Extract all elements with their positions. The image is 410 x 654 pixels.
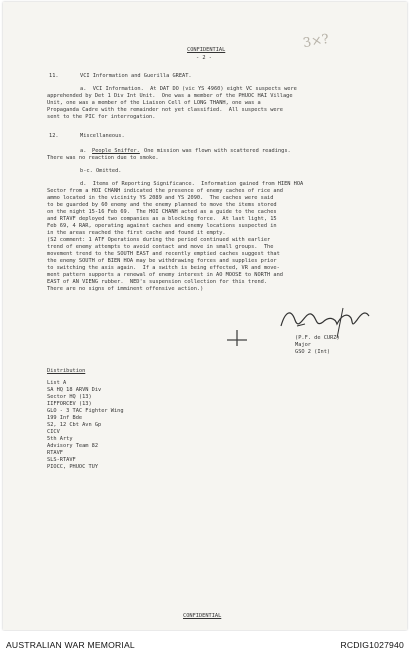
item-d-line: ammo located in the vicinity YS 2089 and YS 2090. The caches were said: [47, 195, 274, 201]
item-bc: b-c. Omitted.: [80, 168, 122, 174]
item-d-line: in the areas reached the first cache and found it empty.: [47, 230, 226, 236]
distribution-item: IIFFORCEV (13): [47, 401, 92, 407]
item-d-line: to switching the axis again. If a switch is being effected, VR and move-: [47, 265, 280, 271]
section-11-line: a. VCI Information. At DAT DO (vic YS 4960) eight VC suspects were: [80, 86, 297, 92]
section-12-title: Miscellaneous.: [80, 133, 125, 139]
section-11-line: Unit, one was a member of the Liaison Cell of LONG THANH, one was a: [47, 100, 261, 106]
item-d-line: on the night 15-16 Feb 69. The HOI CHANH acted as a guide to the caches: [47, 209, 277, 215]
section-11-line: apprehended by Det 1 Div Int Unit. One was a member of the PHUOC HAI Village: [47, 93, 293, 99]
classification-footer: CONFIDENTIAL: [183, 613, 222, 619]
item-d-line: There are no signs of imminent offensive action.): [47, 286, 204, 292]
item-d-line: the enemy SOUTH of BIEN HOA may be withdrawing forces and supplies prior: [47, 258, 277, 264]
item-d-line: and RTAVF deployed two companies as a blocking force. At last light, 15: [47, 216, 277, 222]
section-11-line: Propaganda Cadre with the remainder not yet classified. All suspects were: [47, 107, 283, 113]
section-12-number: 12.: [49, 133, 59, 139]
document-page: [3, 2, 407, 630]
item-d-line: (S2 comment: 1 ATF Operations during the period continued with earlier: [47, 237, 271, 243]
item-d-line: trend of enemy attempts to avoid contact and move in small groups. The: [47, 244, 274, 250]
item-d-line: EAST of AN VIENG rubber. NED's suspension collection for this trend.: [47, 279, 268, 285]
distribution-item: SLS-RTAVF: [47, 457, 76, 463]
page-number: - 2 -: [196, 55, 212, 61]
distribution-list-label: List A: [47, 380, 67, 386]
item-d-line: d. Items of Reporting Significance. Information gained from HIEN HOA: [80, 181, 304, 187]
distribution-item: CICV: [47, 429, 60, 435]
distribution-item: Advisory Team 82: [47, 443, 99, 449]
distribution-heading: Distribution: [47, 368, 86, 374]
archive-record-id: RCDIG1027940: [340, 640, 404, 650]
archive-name: AUSTRALIAN WAR MEMORIAL: [6, 640, 135, 650]
item-a-line: One mission was flown with scattered readings.: [144, 148, 291, 154]
signatory-rank: Major: [295, 342, 311, 348]
distribution-item: 5th Arty: [47, 436, 73, 442]
item-d-line: Feb 69, 4 RAR, operating against caches and enemy locations suspected in: [47, 223, 277, 229]
pencil-margin-note: 3×?: [301, 31, 331, 52]
distribution-item: GLO - 3 TAC Fighter Wing: [47, 408, 124, 414]
signatory-name: (P.F. de CURZ): [295, 335, 340, 341]
classification-header: CONFIDENTIAL: [187, 47, 226, 53]
item-d-line: movement trend to the SOUTH EAST and recently emptied caches suggest that: [47, 251, 280, 257]
distribution-item: SA HQ 18 ARVN Div: [47, 387, 102, 393]
distribution-item: RTAVF: [47, 450, 63, 456]
item-a-label: a.: [80, 148, 87, 154]
archive-footer: [0, 631, 410, 654]
item-a-line: There was no reaction due to smoke.: [47, 155, 159, 161]
distribution-item: 199 Inf Bde: [47, 415, 83, 421]
item-d-line: ment pattern supports a renewal of enemy interest in AO MOOSE to NORTH and: [47, 272, 283, 278]
distribution-item: PIOCC, PHUOC TUY: [47, 464, 99, 470]
item-d-line: Sector from a HOI CHANH indicated the presence of enemy caches of rice and: [47, 188, 283, 194]
item-a-title: People Sniffer.: [92, 148, 140, 154]
section-11-title: VCI Information and Guerilla GREAT.: [80, 73, 192, 79]
distribution-item: S2, 12 Cbt Avn Gp: [47, 422, 102, 428]
signatory-position: GSO 2 (Int): [295, 349, 331, 355]
distribution-item: Sector HQ (13): [47, 394, 92, 400]
item-d-line: to be guarded by 60 enemy and the enemy planned to move the items stored: [47, 202, 277, 208]
section-11-line: sent to the PIC for interrogation.: [47, 114, 156, 120]
section-11-number: 11.: [49, 73, 59, 79]
